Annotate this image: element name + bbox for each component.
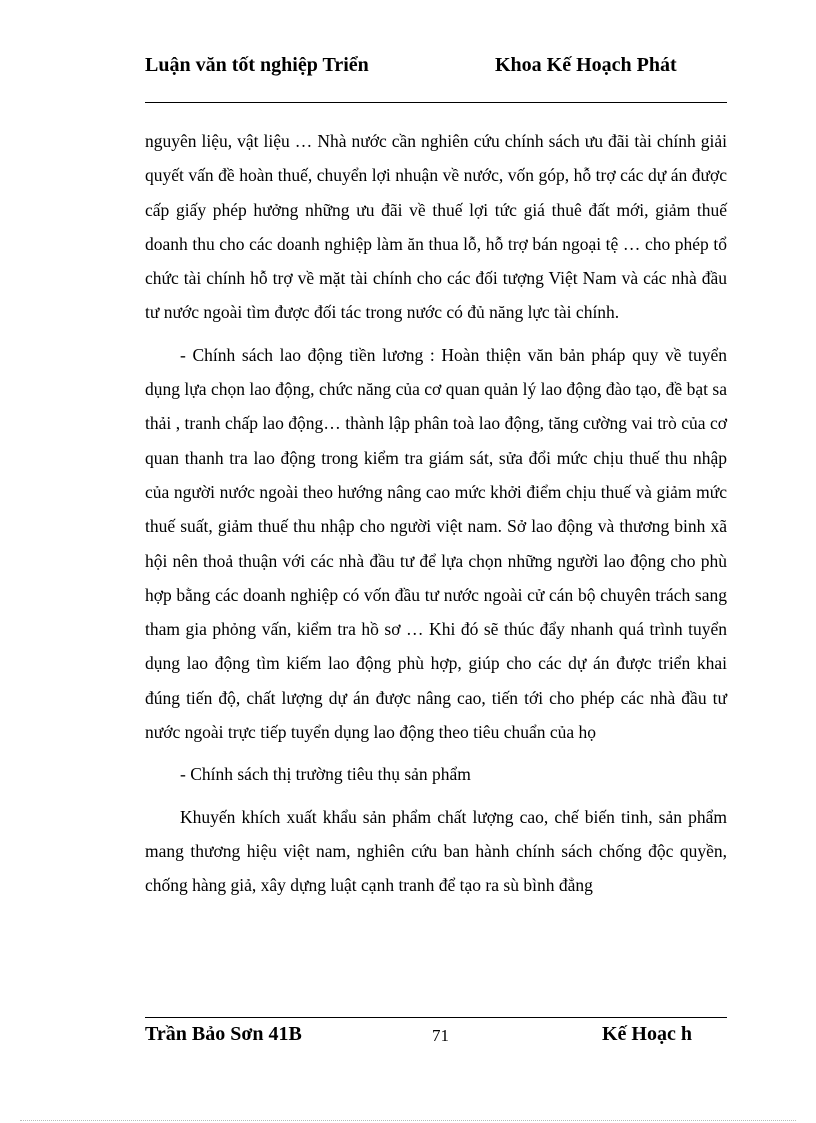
footer-department: Kế Hoạc h bbox=[602, 1023, 692, 1045]
footer-rule bbox=[145, 1017, 727, 1018]
page-header bbox=[145, 52, 727, 102]
paragraph-market-policy-heading: - Chính sách thị trường tiêu thụ sản phẩm bbox=[180, 764, 471, 785]
paragraph-labor-policy: - Chính sách lao động tiền lương : Hoàn thiện văn bản pháp quy về tuyển dụng lựa chọn lao động, chức năng của cơ quan quản lý lao động đào tạo, đề bạt sa thải , tranh chấp lao động… thành lập phân toà lao động, tăng cường vai trò của cơ quan thanh tra lao động trong kiểm tra giám sát, sửa đổi mức chịu thuế thu nhập của người nước ngoài theo hướng nâng cao mức khởi điểm chịu thuế và giảm mức thuế suất, giảm thuế thu nhập cho người việt nam. Sở lao động và thương binh xã hội nên thoả thuận với các nhà đầu tư để lựa chọn những người lao động cho phù hợp bằng các doanh nghiệp có vốn đầu tư nước ngoài cử cán bộ chuyên trách sang tham gia phỏng vấn, kiểm tra hồ sơ … Khi đó sẽ thúc đẩy nhanh quá trình tuyển dụng lao động tìm kiếm lao động phù hợp, giúp cho các dự án được triển khai đúng tiến độ, chất lượng dự án được nâng cao, tiến tới cho phép các nhà đầu tư nước ngoài trực tiếp tuyển dụng lao động theo tiêu chuẩn của họ bbox=[145, 344, 727, 743]
body-text bbox=[145, 124, 727, 903]
header-thesis-title: Luận văn tốt nghiệp Triển bbox=[145, 54, 369, 76]
page-number: 71 bbox=[432, 1026, 449, 1045]
paragraph-export-encouragement: Khuyến khích xuất khẩu sản phẩm chất lượng cao, chế biến tinh, sản phẩm mang thương hiệu việt nam, nghiên cứu ban hành chính sách chống độc quyền, chống hàng giả, xây dựng luật cạnh tranh để tạo ra sù bình đẳng bbox=[145, 806, 727, 896]
paragraph-finance-policy: nguyên liệu, vật liệu … Nhà nước cần nghiên cứu chính sách ưu đãi tài chính giải quyết vấn đề hoàn thuế, chuyển lợi nhuận về nước, vốn góp, hỗ trợ các dự án được cấp giấy phép hưởng những ưu đãi về thuế lợi tức giá thuê đất mới, giảm thuế doanh thu cho các doanh nghiệp làm ăn thua lỗ, hỗ trợ bán ngoại tệ … cho phép tổ chức tài chính hỗ trợ về mặt tài chính cho các đối tượng Việt Nam và các nhà đầu tư nước ngoài tìm được đối tác trong nước có đủ năng lực tài chính. bbox=[145, 131, 727, 323]
header-faculty-name: Khoa Kế Hoạch Phát bbox=[495, 54, 677, 76]
footer-author: Trần Bảo Sơn 41B bbox=[145, 1023, 302, 1045]
page-edge-divider bbox=[20, 1120, 796, 1121]
header-rule bbox=[145, 102, 727, 103]
